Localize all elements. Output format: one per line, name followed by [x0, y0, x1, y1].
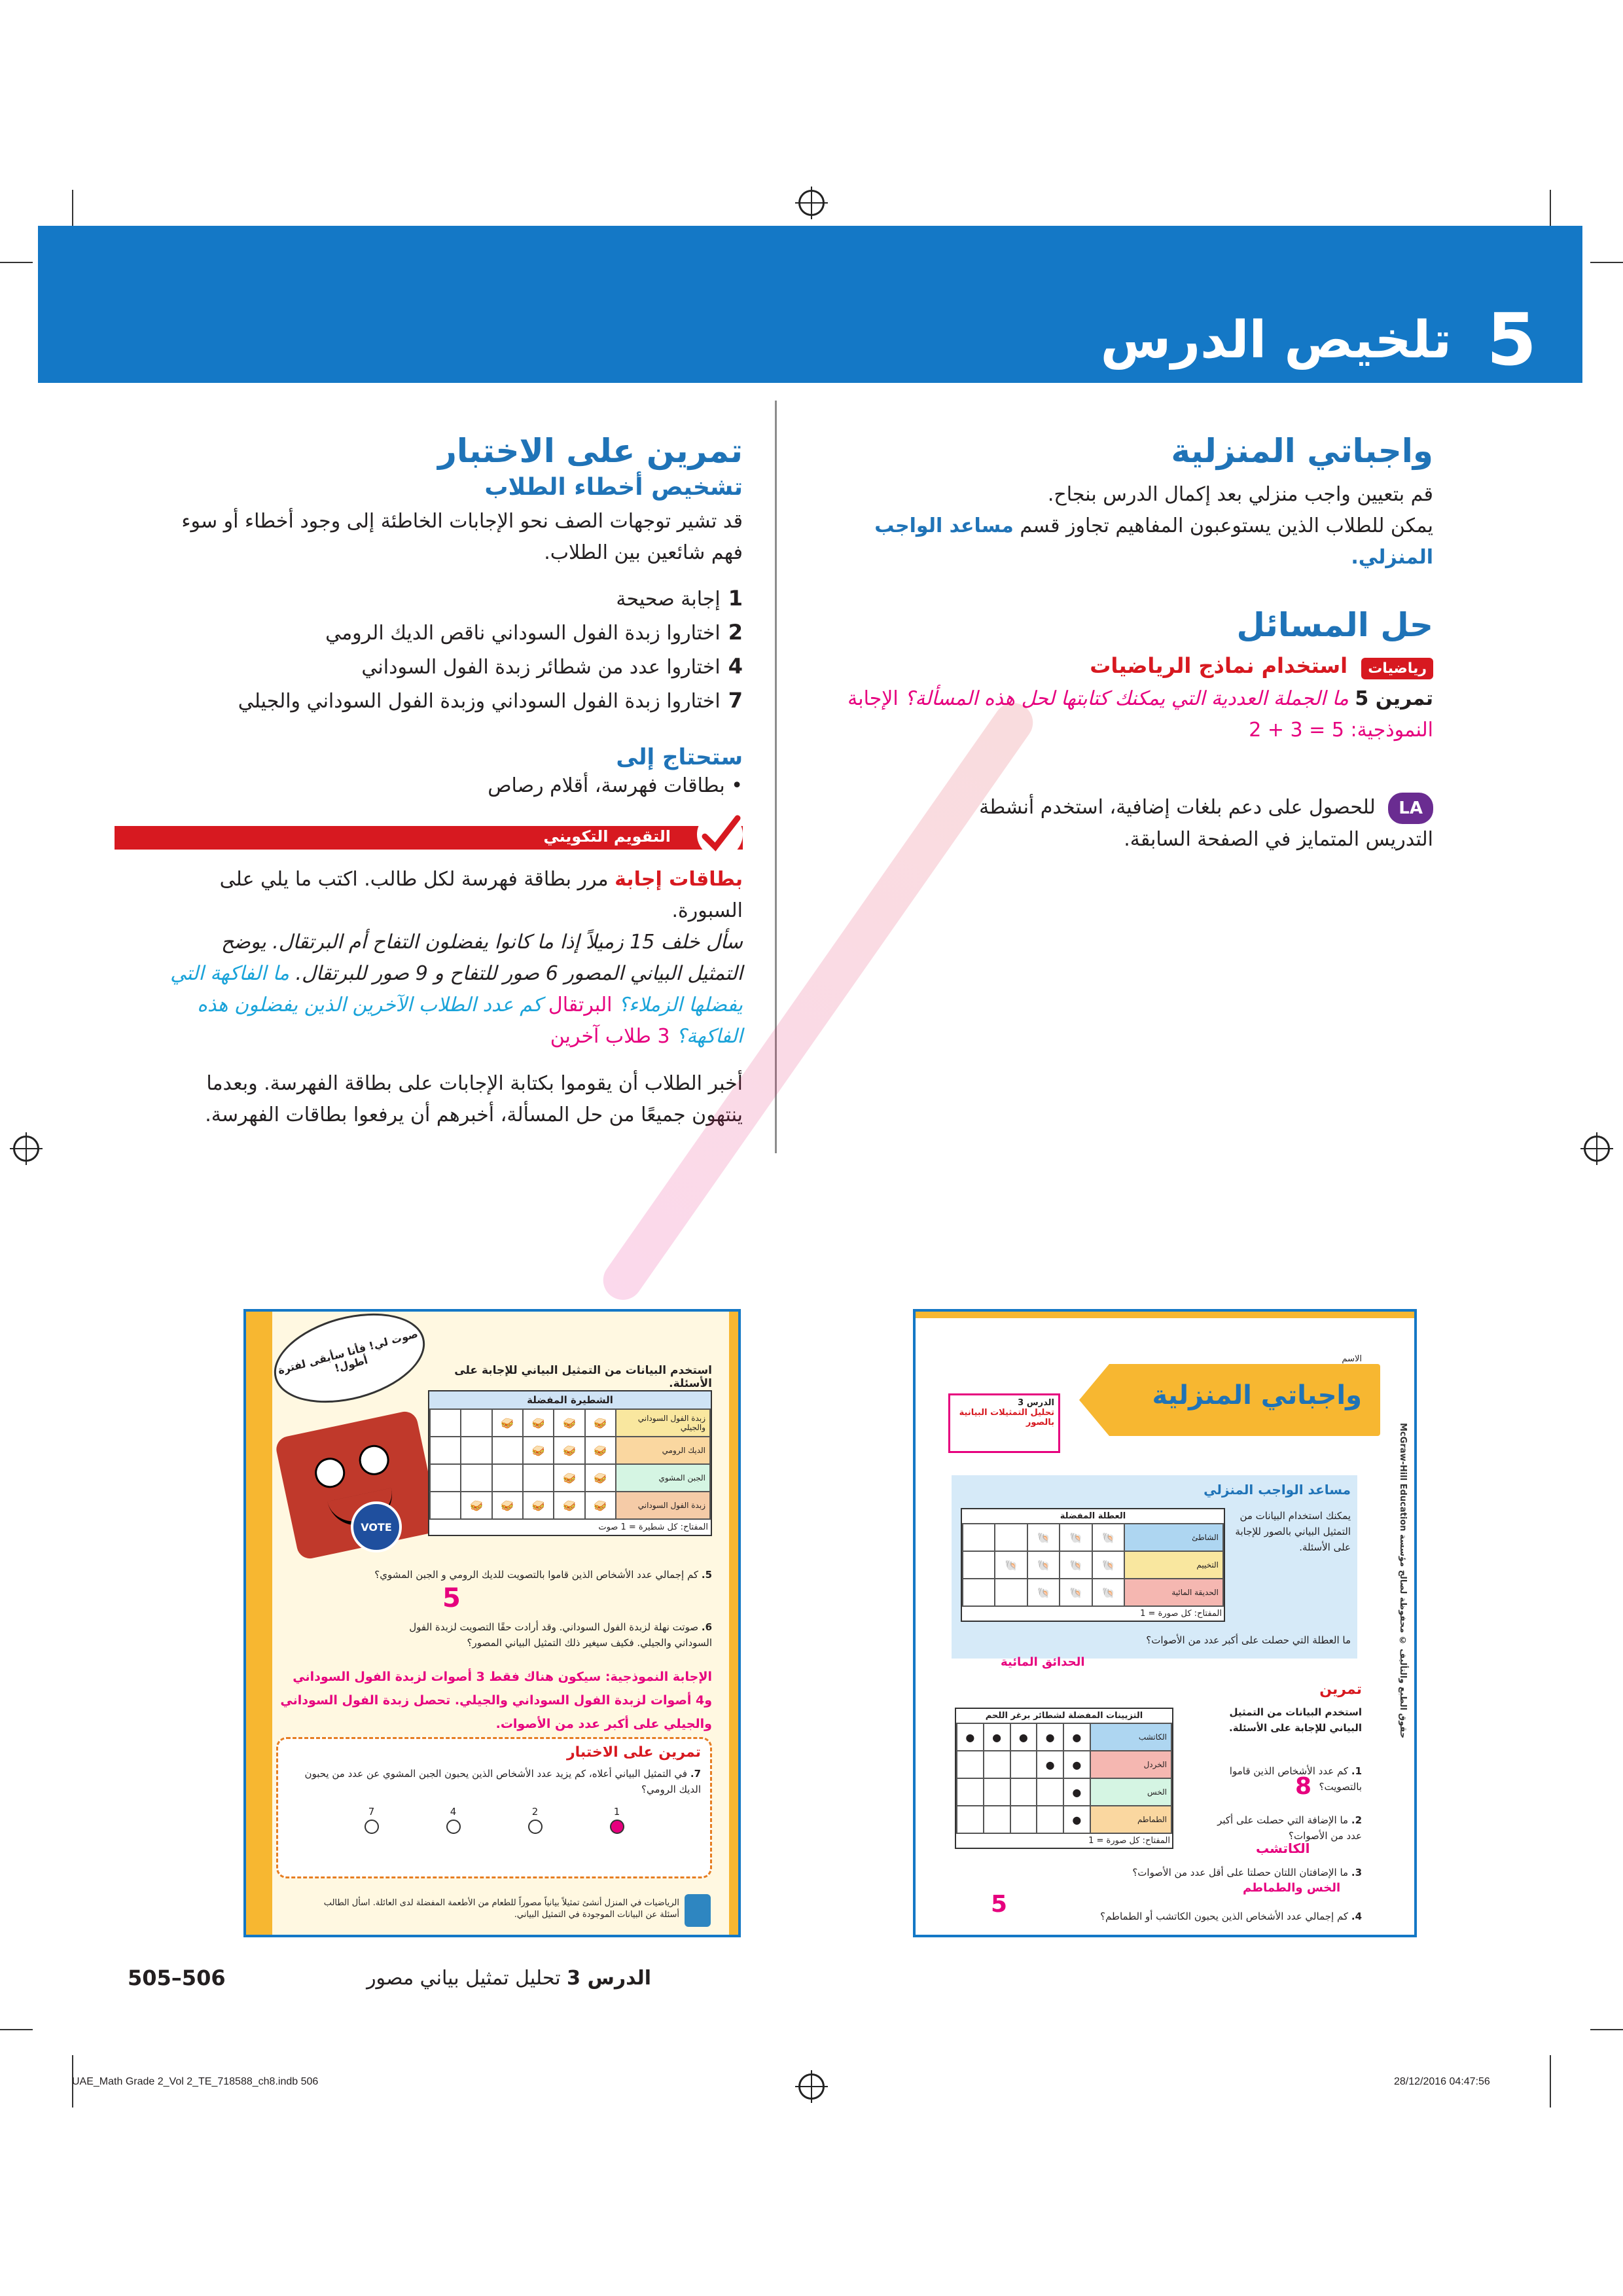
picture-symbol: 🥪 — [554, 1464, 584, 1492]
picture-symbol: ● — [1037, 1751, 1063, 1778]
answer-5: 5 — [442, 1583, 461, 1613]
pictograph-row — [430, 1492, 710, 1519]
empty-cell — [1037, 1806, 1063, 1833]
test-practice-heading: تمرين على الاختبار — [438, 432, 743, 470]
question-6: 6. صوتت نهلة لزبدة الفول السوداني. وقد أرادت حقًا التصويت لزبدة الفول السوداني والجيلي. فكيف سيغير ذلك التمثيل البياني المصور؟ — [409, 1621, 712, 1649]
empty-cell — [461, 1409, 491, 1437]
homework-helper-link[interactable]: مساعد الواجب المنزلي. — [874, 514, 1433, 569]
problem-solving-heading: حل المسائل — [1236, 606, 1433, 644]
row-label: الشاطئ — [1124, 1524, 1223, 1551]
answer-cards-section — [160, 864, 743, 1131]
question-7: 7. في التمثيل البياني أعلاه، كم يزيد عدد الأشخاص الذين يحبون الجبن المشوي عن عدد من يحبون الديك الرومي؟ — [304, 1768, 701, 1795]
registration-mark-bottom — [798, 2073, 825, 2100]
page-footer: الدرس 3 تحليل تمثيل بياني مصور — [366, 1967, 651, 1990]
empty-cell — [430, 1464, 461, 1492]
empty-cell — [430, 1409, 461, 1437]
option-7[interactable]: 7 — [365, 1804, 379, 1834]
empty-cell — [1010, 1778, 1037, 1806]
practice-instruction: استخدم البيانات من التمثيل البياني للإجابة على الأسئلة. — [1229, 1706, 1362, 1734]
lesson-number: 5 — [1486, 298, 1537, 382]
answer-6: الإجابة النموذجية: سيكون هناك فقط 3 أصوات لزبدة الفول السوداني و4 أصوات لزبدة الفول السوداني والجيلي. تحصل زبدة الفول السوداني والجيلي على أكبر عدد من الأصوات. — [280, 1670, 712, 1731]
vote-badge: VOTE — [351, 1501, 402, 1552]
empty-cell — [461, 1437, 491, 1464]
speech-bubble: صوت لي! فأنا سأبقى لفترة أطول! — [264, 1309, 435, 1418]
math-at-home-note: الرياضيات في المنزل أنشئ تمثيلاً بيانياً مصوراً للطعام من الأطعمة المفضلة لدى العائلة. اسأل الطالب أسئلة عن البيانات الموجودة في التمثيل البياني. — [323, 1898, 679, 1920]
empty-cell — [492, 1464, 523, 1492]
empty-cell — [995, 1579, 1027, 1606]
homework-heading: واجباتي المنزلية — [1171, 432, 1433, 470]
picture-symbol: 🐚 — [1092, 1524, 1124, 1551]
empty-cell — [984, 1806, 1010, 1833]
list-item: 4اختاروا عدد من شطائر زبدة الفول السوداني — [361, 654, 743, 679]
picture-symbol: 🐚 — [1092, 1579, 1124, 1606]
question-5: 5. كم إجمالي عدد الأشخاص الذين قاموا بالتصويت للديك الرومي و الجبن المشوي؟ — [374, 1569, 712, 1581]
math-practice-badge: رياضيات — [1361, 658, 1433, 679]
picture-symbol: 🥪 — [585, 1409, 616, 1437]
test-practice-intro: قد تشير توجهات الصف نحو الإجابات الخاطئة إلى وجود أخطاء أو سوء فهم شائعين بين الطلاب. — [181, 510, 743, 564]
empty-cell — [430, 1492, 461, 1519]
picture-symbol: 🥪 — [585, 1464, 616, 1492]
pictograph-row — [963, 1524, 1223, 1551]
pictograph-row — [430, 1437, 710, 1464]
list-item: 2اختاروا زبدة الفول السوداني ناقص الديك الرومي — [325, 620, 743, 645]
exercise-5: تمرين 5 ما الجملة العددية التي يمكنك كتابتها لحل هذه المسألة؟ الإجابة النموذجية: 5 = 3 + 2 — [847, 687, 1433, 742]
picture-symbol: 🥪 — [554, 1437, 584, 1464]
picture-symbol: 🥪 — [523, 1409, 554, 1437]
practice-heading: تمرين — [1319, 1681, 1362, 1698]
empty-cell — [995, 1524, 1027, 1551]
timestamp: 28/12/2016 04:47:56 — [1394, 2076, 1490, 2087]
vacation-pictograph: العطلة المفضلة الشاطئ 🐚 🐚 🐚 التخييم 🐚 🐚 🐚 🐚 الحديقة المائية 🐚 🐚 🐚 المفتاح: كل صورة = 1 — [961, 1508, 1225, 1622]
materials-item: • بطاقات فهرسة، أقلام رصاص — [488, 774, 743, 797]
student-homework-title: واجباتي المنزلية — [1152, 1380, 1362, 1410]
homework-section — [812, 432, 1433, 855]
pictograph-row — [963, 1579, 1223, 1606]
picture-symbol: 🐚 — [995, 1551, 1027, 1579]
homework-helper-box: مساعد الواجب المنزلي يمكنك استخدام البيانات من التمثيل البياني بالصور للإجابة على الأسئلة. العطلة المفضلة الشاطئ 🐚 🐚 🐚 التخييم 🐚 🐚 🐚 🐚 الحديقة المائية 🐚 🐚 🐚 المفتاح: كل صورة = 1 ما العطلة التي حصلت على أكبر عدد من الأصوات؟ — [952, 1475, 1357, 1659]
picture-symbol: ● — [1010, 1723, 1037, 1751]
file-info: UAE_Math Grade 2_Vol 2_TE_718588_ch8.indb 506 — [72, 2076, 319, 2087]
picture-symbol: 🐚 — [1060, 1524, 1092, 1551]
registration-mark-top — [798, 190, 825, 216]
page-title: تلخيص الدرس — [1100, 311, 1452, 370]
empty-cell — [523, 1464, 554, 1492]
question-4: 4. كم إجمالي عدد الأشخاص الذين يحبون الكاتشب أو الطماطم؟ — [1100, 1910, 1362, 1922]
helper-answer: الحدائق المائية — [1001, 1655, 1085, 1669]
page-numbers: 505–506 — [128, 1965, 226, 1990]
answer-1: 8 — [1295, 1773, 1312, 1800]
picture-symbol: 🥪 — [554, 1409, 584, 1437]
pictograph-row — [957, 1723, 1171, 1751]
empty-cell — [1037, 1778, 1063, 1806]
empty-cell — [957, 1778, 984, 1806]
picture-symbol: 🐚 — [1092, 1551, 1124, 1579]
row-label: الخس — [1090, 1778, 1171, 1806]
test-practice-box: تمرين على الاختبار 7. في التمثيل البياني أعلاه، كم يزيد عدد الأشخاص الذين يحبون الجبن المشوي عن عدد من يحبون الديك الرومي؟ 1 2 4 7 — [276, 1737, 712, 1878]
question-1: 1. كم عدد الأشخاص الذين قاموا بالتصويت؟ — [1229, 1765, 1362, 1793]
test-practice-section — [160, 432, 743, 802]
house-icon — [685, 1894, 711, 1927]
row-label: الطماطم — [1090, 1806, 1171, 1833]
list-item: 7اختاروا زبدة الفول السوداني وزبدة الفول السوداني والجيلي — [238, 688, 743, 713]
materials-heading: ستحتاج إلى — [616, 744, 743, 770]
picture-symbol: ● — [957, 1723, 984, 1751]
student-page-left — [243, 1309, 741, 1937]
row-label: التخييم — [1124, 1551, 1223, 1579]
empty-cell — [963, 1579, 995, 1606]
pictograph-row — [957, 1751, 1171, 1778]
registration-mark-left — [13, 1136, 39, 1162]
picture-symbol: ● — [1063, 1778, 1090, 1806]
la-badge: LA — [1388, 793, 1433, 824]
publisher-credit: McGraw-Hill Education حقوق الطبع والتأليف © محفوظة لصالح مؤسسة — [1398, 1423, 1408, 1739]
empty-cell — [1010, 1751, 1037, 1778]
picture-symbol: 🐚 — [1027, 1551, 1060, 1579]
picture-symbol: 🐚 — [1060, 1579, 1092, 1606]
picture-symbol: 🐚 — [1027, 1579, 1060, 1606]
empty-cell — [430, 1437, 461, 1464]
option-1[interactable]: 1 — [610, 1804, 624, 1834]
answer-cards-problem: سأل خلف 15 زميلاً إذا ما كانوا يفضلون التفاح أم البرتقال. يوضح التمثيل البياني المصور 6 صور للتفاح و 9 صور للبرتقال. ما الفاكهة التي يفضلها الزملاء؟ البرتقال كم عدد الطلاب الآخرين الذين يفضلون هذه الفاكهة؟ 3 طلاب آخرين — [170, 931, 743, 1048]
row-label: الحديقة المائية — [1124, 1579, 1223, 1606]
picture-symbol: ● — [1063, 1751, 1090, 1778]
picture-symbol: 🥪 — [554, 1492, 584, 1519]
answer-options — [278, 1797, 710, 1834]
answer-3: الخس والطماطم — [1243, 1881, 1341, 1895]
empty-cell — [984, 1778, 1010, 1806]
picture-symbol: 🥪 — [461, 1492, 491, 1519]
empty-cell — [984, 1751, 1010, 1778]
pictograph-row — [430, 1409, 710, 1437]
list-item: 1إجابة صحيحة — [616, 586, 743, 611]
option-4[interactable]: 4 — [446, 1804, 461, 1834]
error-list — [160, 582, 743, 718]
burger-pictograph: التزيينات المفضلة لشطائر برغر اللحم الكاتشب ● ● ● ● ● الخردل ● ● الخس ● الطماطم ● المفتاح: كل صورة = 1 — [955, 1708, 1173, 1849]
picture-symbol: ● — [984, 1723, 1010, 1751]
row-label: الجبن المشوي — [616, 1464, 710, 1492]
empty-cell — [492, 1437, 523, 1464]
pictograph-row — [963, 1551, 1223, 1579]
row-label: الخردل — [1090, 1751, 1171, 1778]
picture-symbol: 🥪 — [523, 1437, 554, 1464]
picture-symbol: ● — [1037, 1723, 1063, 1751]
answer-2: الكاتشب — [1256, 1840, 1310, 1856]
student-page-right — [913, 1309, 1417, 1937]
left-page-instruction: استخدم البيانات من التمثيل البياني للإجابة على الأسئلة. — [454, 1364, 712, 1390]
picture-symbol: ● — [1063, 1806, 1090, 1833]
answer-cards-intro: بطاقات إجابة مرر بطاقة فهرسة لكل طالب. اكتب ما يلي على السبورة. — [219, 868, 743, 922]
empty-cell — [963, 1524, 995, 1551]
empty-cell — [1010, 1806, 1037, 1833]
pictograph-row — [430, 1464, 710, 1492]
homework-line1: قم بتعيين واجب منزلي بعد إكمال الدرس بنجاح. — [1047, 483, 1433, 506]
pictograph-row — [957, 1778, 1171, 1806]
picture-symbol: 🥪 — [492, 1409, 523, 1437]
picture-symbol: 🥪 — [585, 1492, 616, 1519]
answer-cards-closing: أخبر الطلاب أن يقوموا بكتابة الإجابات على بطاقة الفهرسة. وبعدما ينتهون جميعًا من حل المسألة، أخبرهم أن يرفعوا بطاقات الفهرسة. — [205, 1072, 743, 1126]
empty-cell — [957, 1751, 984, 1778]
error-diagnosis-heading: تشخيص أخطاء الطلاب — [484, 474, 743, 501]
empty-cell — [963, 1551, 995, 1579]
registration-mark-right — [1584, 1136, 1610, 1162]
homework-line2: يمكن للطلاب الذين يستوعبون المفاهيم تجاوز قسم مساعد الواجب المنزلي. — [874, 514, 1433, 569]
picture-symbol: 🐚 — [1027, 1524, 1060, 1551]
header-banner — [38, 226, 1582, 383]
picture-symbol: ● — [1063, 1723, 1090, 1751]
pictograph-row — [957, 1806, 1171, 1833]
row-label: زبدة الفول السوداني — [616, 1492, 710, 1519]
formative-bar: التقويم التكويني — [115, 826, 743, 850]
la-note: LA للحصول على دعم بلغات إضافية، استخدم أنشطة التدريس المتمايز في الصفحة السابقة. — [910, 792, 1433, 855]
picture-symbol: 🥪 — [585, 1437, 616, 1464]
question-2: 2. ما الإضافة التي حصلت على أكبر عدد من الأصوات؟ — [1217, 1814, 1362, 1842]
answer-4: 5 — [991, 1891, 1008, 1918]
empty-cell — [461, 1464, 491, 1492]
picture-symbol: 🐚 — [1060, 1551, 1092, 1579]
option-2[interactable]: 2 — [528, 1804, 543, 1834]
row-label: الديك الرومي — [616, 1437, 710, 1464]
lesson-tag: الدرس 3 تحليل التمثيلات البيانية بالصور — [948, 1393, 1060, 1453]
question-3: 3. ما الإضافتان اللتان حصلتا على أقل عدد من الأصوات؟ — [1132, 1867, 1362, 1878]
sandwich-pictograph: الشطيرة المفضلة زبدة الفول السوداني والجيلي 🥪 🥪 🥪 🥪 الديك الرومي 🥪 🥪 🥪 الجبن المشوي 🥪 🥪 زبدة الفول السوداني 🥪 🥪 🥪 🥪 🥪 المفتاح: كل شطيرة = 1 صوت — [428, 1390, 712, 1536]
row-label: الكاتشب — [1090, 1723, 1171, 1751]
row-label: زبدة الفول السوداني والجيلي — [616, 1409, 710, 1437]
name-label: الاسم — [1342, 1354, 1362, 1364]
picture-symbol: 🥪 — [523, 1492, 554, 1519]
math-models-subheading: رياضيات استخدام نماذج الرياضيات — [812, 653, 1433, 679]
picture-symbol: 🥪 — [492, 1492, 523, 1519]
checkmark-icon — [697, 812, 743, 857]
empty-cell — [957, 1806, 984, 1833]
